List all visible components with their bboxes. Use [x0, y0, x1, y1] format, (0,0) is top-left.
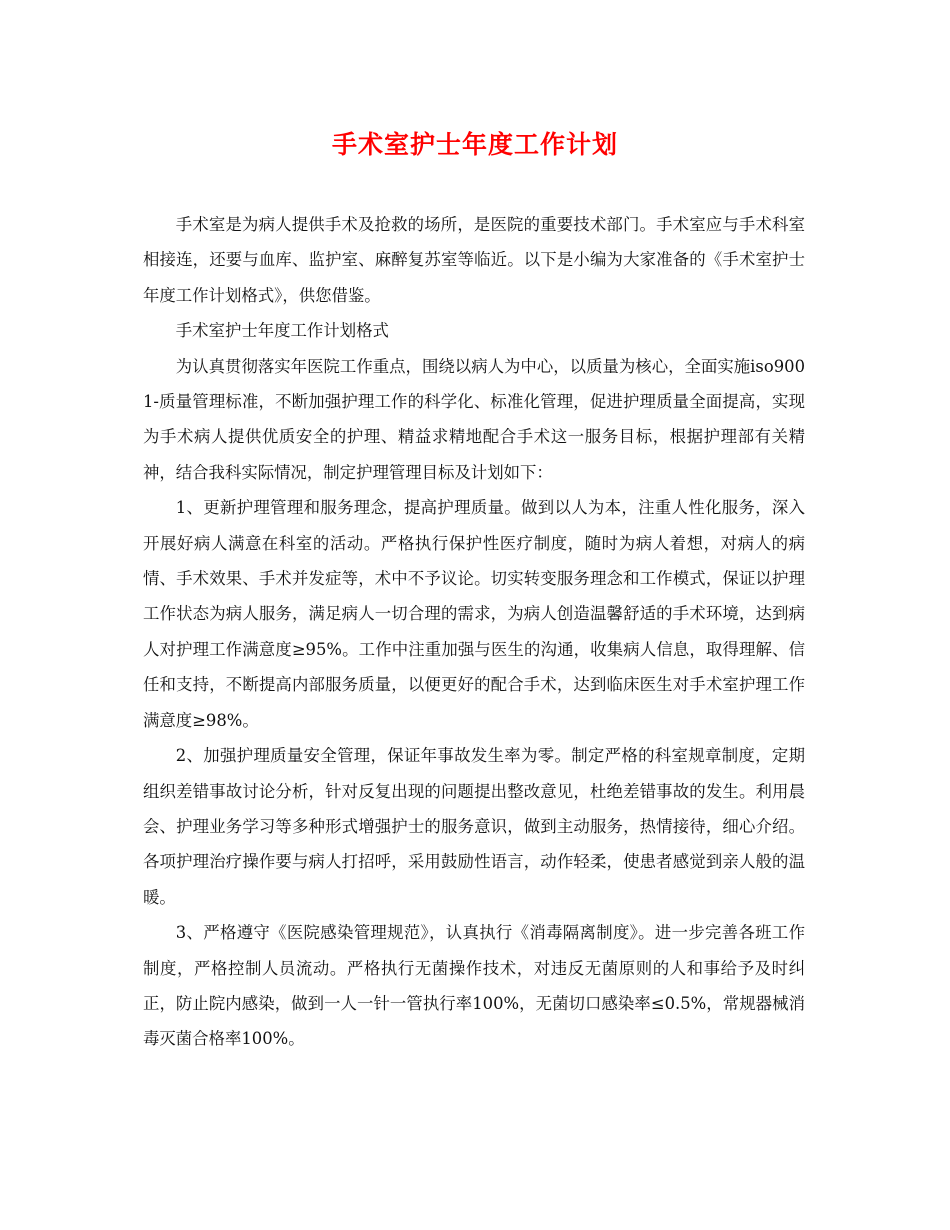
paragraph-overview: 为认真贯彻落实年医院工作重点，围绕以病人为中心，以质量为核心，全面实施iso9001-质量管理标准，不断加强护理工作的科学化、标准化管理，促进护理质量全面提高，实现为手术病人提供优质安全的护理、精益求精地配合手术这一服务目标，根据护理部有关精神，结合我科实际情况，制定护理管理目标及计划如下： — [143, 356, 805, 482]
document-body — [143, 207, 805, 1057]
document-title: 手术室护士年度工作计划 — [331, 130, 618, 159]
paragraph-item-2: 2、加强护理质量安全管理，保证年事故发生率为零。制定严格的科室规章制度，定期组织差错事故讨论分析，针对反复出现的问题提出整改意见，杜绝差错事故的发生。利用晨会、护理业务学习等多种形式增强护士的服务意识，做到主动服务，热情接待，细心介绍。各项护理治疗操作要与病人打招呼，采用鼓励性语言，动作轻柔，使患者感觉到亲人般的温暖。 — [143, 746, 805, 907]
paragraph-item-1: 1、更新护理管理和服务理念，提高护理质量。做到以人为本，注重人性化服务，深入开展好病人满意在科室的活动。严格执行保护性医疗制度，随时为病人着想，对病人的病情、手术效果、手术并发症等，术中不予议论。切实转变服务理念和工作模式，保证以护理工作状态为病人服务，满足病人一切合理的需求，为病人创造温馨舒适的手术环境，达到病人对护理工作满意度≥95%。工作中注重加强与医生的沟通，收集病人信息，取得理解、信任和支持，不断提高内部服务质量，以便更好的配合手术，达到临床医生对手术室护理工作满意度≥98%。 — [143, 498, 805, 730]
paragraph-intro: 手术室是为病人提供手术及抢救的场所，是医院的重要技术部门。手术室应与手术科室相接连，还要与血库、监护室、麻醉复苏室等临近。以下是小编为大家准备的《手术室护士年度工作计划格式》，供您借鉴。 — [143, 215, 805, 305]
paragraph-subtitle: 手术室护士年度工作计划格式 — [175, 321, 389, 341]
paragraph-item-3: 3、严格遵守《医院感染管理规范》，认真执行《消毒隔离制度》。进一步完善各班工作制度，严格控制人员流动。严格执行无菌操作技术，对违反无菌原则的人和事给予及时纠正，防止院内感染，做到一人一针一管执行率100%，无菌切口感染率≤0.5%，常规器械消毒灭菌合格率100%。 — [143, 923, 805, 1049]
